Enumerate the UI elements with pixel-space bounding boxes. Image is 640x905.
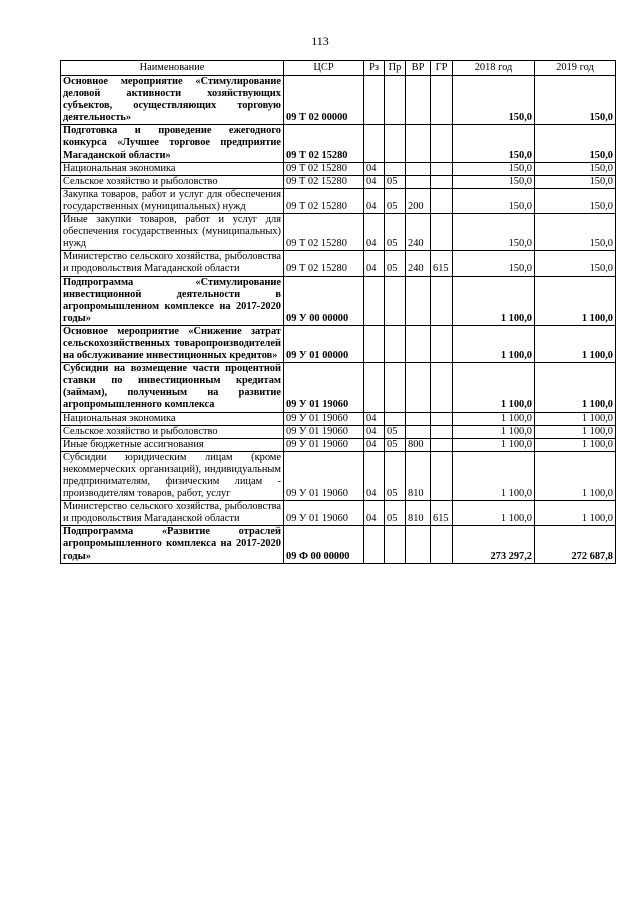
row-name-cell: Субсидии юридическим лицам (кроме некоммерческих организаций), индивидуальным предпринимателям, физическим лицам - производителям товаров, работ, услуг: [61, 451, 284, 500]
header-2018: 2018 год: [453, 61, 535, 76]
page-number: 113: [311, 34, 329, 48]
row-2019-cell: 1 100,0: [535, 425, 616, 438]
table-row: [61, 276, 616, 325]
row-2018-cell: 1 100,0: [453, 501, 535, 526]
row-csr-cell: 09 У 00 00000: [284, 276, 364, 325]
row-2018-cell: 1 100,0: [453, 438, 535, 451]
row-gr-cell: [431, 125, 453, 162]
row-rz-cell: 04: [364, 425, 385, 438]
table-row: [61, 76, 616, 125]
row-2018-cell: 1 100,0: [453, 425, 535, 438]
row-vr-cell: [406, 363, 431, 412]
header-csr: ЦСР: [284, 61, 364, 76]
row-2019-cell: 150,0: [535, 125, 616, 162]
row-gr-cell: [431, 162, 453, 175]
row-name-cell: Сельское хозяйство и рыболовство: [61, 425, 284, 438]
table-row: [61, 438, 616, 451]
table-row: [61, 412, 616, 425]
table-row: [61, 451, 616, 500]
table-row: [61, 325, 616, 362]
row-name-cell: Сельское хозяйство и рыболовство: [61, 175, 284, 188]
row-pr-cell: [385, 363, 406, 412]
header-2019: 2019 год: [535, 61, 616, 76]
row-pr-cell: [385, 125, 406, 162]
row-2019-cell: 1 100,0: [535, 325, 616, 362]
table-row: [61, 175, 616, 188]
row-2019-cell: 150,0: [535, 214, 616, 251]
row-csr-cell: 09 Т 02 15280: [284, 162, 364, 175]
row-2019-cell: 1 100,0: [535, 501, 616, 526]
row-gr-cell: 615: [431, 501, 453, 526]
row-2018-cell: 150,0: [453, 125, 535, 162]
row-2019-cell: 150,0: [535, 251, 616, 276]
row-gr-cell: [431, 175, 453, 188]
row-name-cell: Министерство сельского хозяйства, рыболовства и продовольствия Магаданской области: [61, 251, 284, 276]
row-pr-cell: 05: [385, 451, 406, 500]
row-2018-cell: 273 297,2: [453, 526, 535, 563]
row-vr-cell: 240: [406, 251, 431, 276]
row-2019-cell: 1 100,0: [535, 438, 616, 451]
row-name-cell: Национальная экономика: [61, 162, 284, 175]
row-2019-cell: 272 687,8: [535, 526, 616, 563]
row-2019-cell: 1 100,0: [535, 276, 616, 325]
row-vr-cell: 200: [406, 188, 431, 213]
row-vr-cell: [406, 425, 431, 438]
row-csr-cell: 09 У 01 19060: [284, 425, 364, 438]
row-vr-cell: 800: [406, 438, 431, 451]
row-pr-cell: [385, 276, 406, 325]
row-gr-cell: [431, 438, 453, 451]
row-vr-cell: 810: [406, 451, 431, 500]
row-rz-cell: 04: [364, 501, 385, 526]
row-name-cell: Субсидии на возмещение части процентной ставки по инвестиционным кредитам (займам), полученным на развитие агропромышленного комплекса: [61, 363, 284, 412]
row-csr-cell: 09 У 01 19060: [284, 501, 364, 526]
row-name-cell: Подготовка и проведение ежегодного конкурса «Лучшее торговое предприятие Магаданской области»: [61, 125, 284, 162]
row-vr-cell: 240: [406, 214, 431, 251]
row-pr-cell: 05: [385, 214, 406, 251]
row-csr-cell: 09 Т 02 00000: [284, 76, 364, 125]
row-2019-cell: 150,0: [535, 175, 616, 188]
table-row: [61, 425, 616, 438]
row-vr-cell: [406, 526, 431, 563]
row-csr-cell: 09 У 01 00000: [284, 325, 364, 362]
row-pr-cell: [385, 526, 406, 563]
row-pr-cell: [385, 76, 406, 125]
row-rz-cell: [364, 125, 385, 162]
row-rz-cell: 04: [364, 162, 385, 175]
row-csr-cell: 09 Т 02 15280: [284, 175, 364, 188]
row-gr-cell: [431, 425, 453, 438]
table-row: [61, 526, 616, 563]
row-vr-cell: [406, 162, 431, 175]
row-gr-cell: [431, 363, 453, 412]
row-gr-cell: [431, 526, 453, 563]
row-csr-cell: 09 Т 02 15280: [284, 188, 364, 213]
table-header-row: [61, 61, 616, 76]
row-2019-cell: 150,0: [535, 76, 616, 125]
row-rz-cell: [364, 325, 385, 362]
row-vr-cell: [406, 276, 431, 325]
row-pr-cell: [385, 325, 406, 362]
table-body: [61, 76, 616, 564]
row-vr-cell: [406, 175, 431, 188]
row-gr-cell: [431, 412, 453, 425]
row-vr-cell: [406, 325, 431, 362]
row-2018-cell: 1 100,0: [453, 325, 535, 362]
row-name-cell: Основное мероприятие «Снижение затрат сельскохозяйственных товаропроизводителей на обслуживание инвестиционных кредитов»: [61, 325, 284, 362]
header-vr: ВР: [406, 61, 431, 76]
row-rz-cell: [364, 526, 385, 563]
row-name-cell: Основное мероприятие «Стимулирование деловой активности хозяйствующих субъектов, осуществляющих торговую деятельность»: [61, 76, 284, 125]
row-name-cell: Иные закупки товаров, работ и услуг для обеспечения государственных (муниципальных) нужд: [61, 214, 284, 251]
row-pr-cell: 05: [385, 501, 406, 526]
row-gr-cell: [431, 188, 453, 213]
row-rz-cell: 04: [364, 251, 385, 276]
row-rz-cell: 04: [364, 214, 385, 251]
row-name-cell: Иные бюджетные ассигнования: [61, 438, 284, 451]
row-gr-cell: [431, 214, 453, 251]
table-row: [61, 363, 616, 412]
row-2019-cell: 1 100,0: [535, 363, 616, 412]
row-pr-cell: 05: [385, 175, 406, 188]
row-gr-cell: [431, 76, 453, 125]
row-name-cell: Национальная экономика: [61, 412, 284, 425]
row-2019-cell: 1 100,0: [535, 412, 616, 425]
row-pr-cell: 05: [385, 188, 406, 213]
row-2019-cell: 1 100,0: [535, 451, 616, 500]
table-row: [61, 188, 616, 213]
row-vr-cell: 810: [406, 501, 431, 526]
row-vr-cell: [406, 76, 431, 125]
row-csr-cell: 09 У 01 19060: [284, 363, 364, 412]
row-pr-cell: [385, 162, 406, 175]
row-name-cell: Закупка товаров, работ и услуг для обеспечения государственных (муниципальных) нужд: [61, 188, 284, 213]
row-rz-cell: 04: [364, 451, 385, 500]
row-2018-cell: 1 100,0: [453, 363, 535, 412]
row-name-cell: Министерство сельского хозяйства, рыболовства и продовольствия Магаданской области: [61, 501, 284, 526]
row-csr-cell: 09 Ф 00 00000: [284, 526, 364, 563]
table-row: [61, 214, 616, 251]
table-row: [61, 251, 616, 276]
row-pr-cell: [385, 412, 406, 425]
row-2018-cell: 1 100,0: [453, 451, 535, 500]
row-pr-cell: 05: [385, 251, 406, 276]
row-rz-cell: 04: [364, 438, 385, 451]
row-csr-cell: 09 У 01 19060: [284, 412, 364, 425]
row-2018-cell: 150,0: [453, 188, 535, 213]
row-2018-cell: 150,0: [453, 162, 535, 175]
row-csr-cell: 09 У 01 19060: [284, 438, 364, 451]
row-2018-cell: 1 100,0: [453, 276, 535, 325]
table-row: [61, 501, 616, 526]
row-csr-cell: 09 Т 02 15280: [284, 214, 364, 251]
row-csr-cell: 09 У 01 19060: [284, 451, 364, 500]
header-name: Наименование: [61, 61, 284, 76]
table-row: [61, 162, 616, 175]
header-pr: Пр: [385, 61, 406, 76]
row-rz-cell: [364, 363, 385, 412]
row-vr-cell: [406, 125, 431, 162]
row-2018-cell: 150,0: [453, 175, 535, 188]
row-name-cell: Подпрограмма «Развитие отраслей агропромышленного комплекса на 2017-2020 годы»: [61, 526, 284, 563]
row-csr-cell: 09 Т 02 15280: [284, 125, 364, 162]
row-csr-cell: 09 Т 02 15280: [284, 251, 364, 276]
row-rz-cell: 04: [364, 188, 385, 213]
row-rz-cell: 04: [364, 175, 385, 188]
row-2018-cell: 150,0: [453, 251, 535, 276]
row-gr-cell: [431, 451, 453, 500]
header-rz: Рз: [364, 61, 385, 76]
row-2019-cell: 150,0: [535, 188, 616, 213]
row-vr-cell: [406, 412, 431, 425]
budget-table: [60, 60, 616, 564]
row-gr-cell: 615: [431, 251, 453, 276]
row-2018-cell: 1 100,0: [453, 412, 535, 425]
row-gr-cell: [431, 325, 453, 362]
row-gr-cell: [431, 276, 453, 325]
row-2018-cell: 150,0: [453, 214, 535, 251]
row-2019-cell: 150,0: [535, 162, 616, 175]
row-pr-cell: 05: [385, 425, 406, 438]
row-rz-cell: 04: [364, 412, 385, 425]
row-name-cell: Подпрограмма «Стимулирование инвестиционной деятельности в агропромышленном комплексе на 2017-2020 годы»: [61, 276, 284, 325]
row-2018-cell: 150,0: [453, 76, 535, 125]
header-gr: ГР: [431, 61, 453, 76]
table-row: [61, 125, 616, 162]
row-pr-cell: 05: [385, 438, 406, 451]
row-rz-cell: [364, 76, 385, 125]
row-rz-cell: [364, 276, 385, 325]
